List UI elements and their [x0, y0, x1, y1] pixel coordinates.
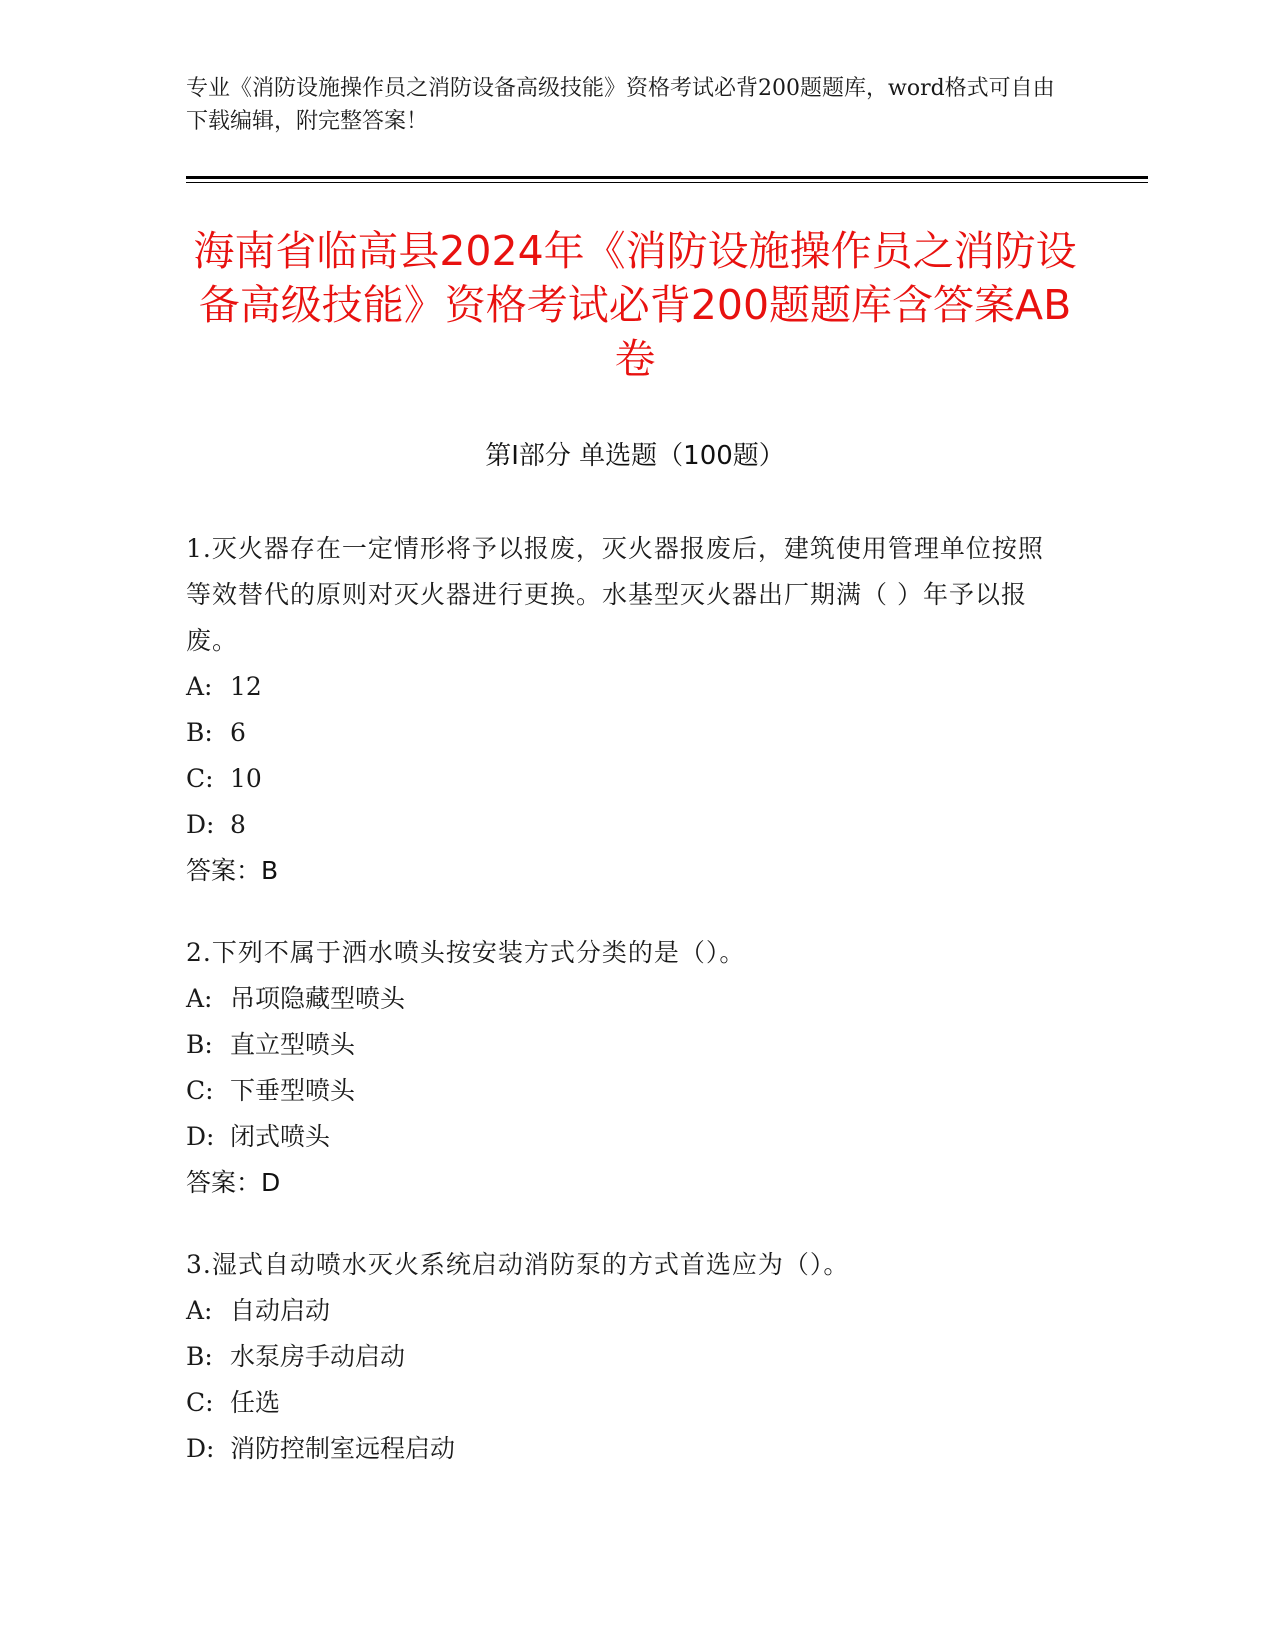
option-text: 任选 — [230, 1388, 281, 1417]
option-key: B: — [186, 718, 213, 747]
question-stem: 2.下列不属于洒水喷头按安装方式分类的是（）。 — [186, 938, 746, 967]
question-item — [186, 930, 1066, 1206]
document-title: 海南省临高县2024年《消防设施操作员之消防设备高级技能》资格考试必背200题题库含答案AB卷 — [193, 227, 1077, 383]
option-text: 12 — [230, 672, 262, 701]
option-c — [186, 1380, 1066, 1426]
option-key: B: — [186, 1030, 213, 1059]
option-c — [186, 756, 1066, 802]
option-key: D: — [186, 810, 215, 839]
section-title: 第Ⅰ部分 单选题（100题） — [485, 441, 785, 471]
option-key: B: — [186, 1342, 213, 1371]
option-key: A: — [186, 984, 213, 1013]
option-key: C: — [186, 1076, 214, 1105]
answer-line: 答案：B — [186, 856, 279, 885]
option-key: D: — [186, 1122, 215, 1151]
option-text: 6 — [230, 718, 246, 747]
option-a — [186, 664, 1066, 710]
option-c — [186, 1068, 1066, 1114]
option-text: 水泵房手动启动 — [230, 1342, 406, 1371]
header-divider-thin — [186, 182, 1148, 183]
option-a — [186, 976, 1066, 1022]
option-d — [186, 1114, 1066, 1160]
option-key: C: — [186, 1388, 214, 1417]
question-list — [186, 526, 1066, 1508]
option-text: 吊项隐藏型喷头 — [230, 984, 406, 1013]
option-d — [186, 1426, 1066, 1472]
question-stem: 3.湿式自动喷水灭火系统启动消防泵的方式首选应为（）。 — [186, 1250, 850, 1279]
question-item — [186, 1242, 1066, 1472]
option-b — [186, 710, 1066, 756]
option-key: C: — [186, 764, 214, 793]
option-text: 直立型喷头 — [230, 1030, 356, 1059]
question-item — [186, 526, 1066, 894]
option-key: A: — [186, 1296, 213, 1325]
option-d — [186, 802, 1066, 848]
question-stem: 1.灭火器存在一定情形将予以报废，灭火器报废后，建筑使用管理单位按照等效替代的原则对灭火器进行更换。水基型灭火器出厂期满（ ）年予以报废。 — [186, 534, 1044, 655]
header-divider-thick — [186, 176, 1148, 179]
option-b — [186, 1022, 1066, 1068]
option-key: D: — [186, 1434, 215, 1463]
option-a — [186, 1288, 1066, 1334]
option-key: A: — [186, 672, 213, 701]
header-note: 专业《消防设施操作员之消防设备高级技能》资格考试必背200题题库，word格式可自由下载编辑，附完整答案！ — [186, 76, 1055, 134]
option-b — [186, 1334, 1066, 1380]
option-text: 8 — [230, 810, 246, 839]
option-text: 消防控制室远程启动 — [230, 1434, 456, 1463]
answer-line: 答案：D — [186, 1168, 281, 1197]
option-text: 自动启动 — [230, 1296, 331, 1325]
option-text: 下垂型喷头 — [230, 1076, 356, 1105]
option-text: 10 — [230, 764, 262, 793]
option-text: 闭式喷头 — [230, 1122, 331, 1151]
